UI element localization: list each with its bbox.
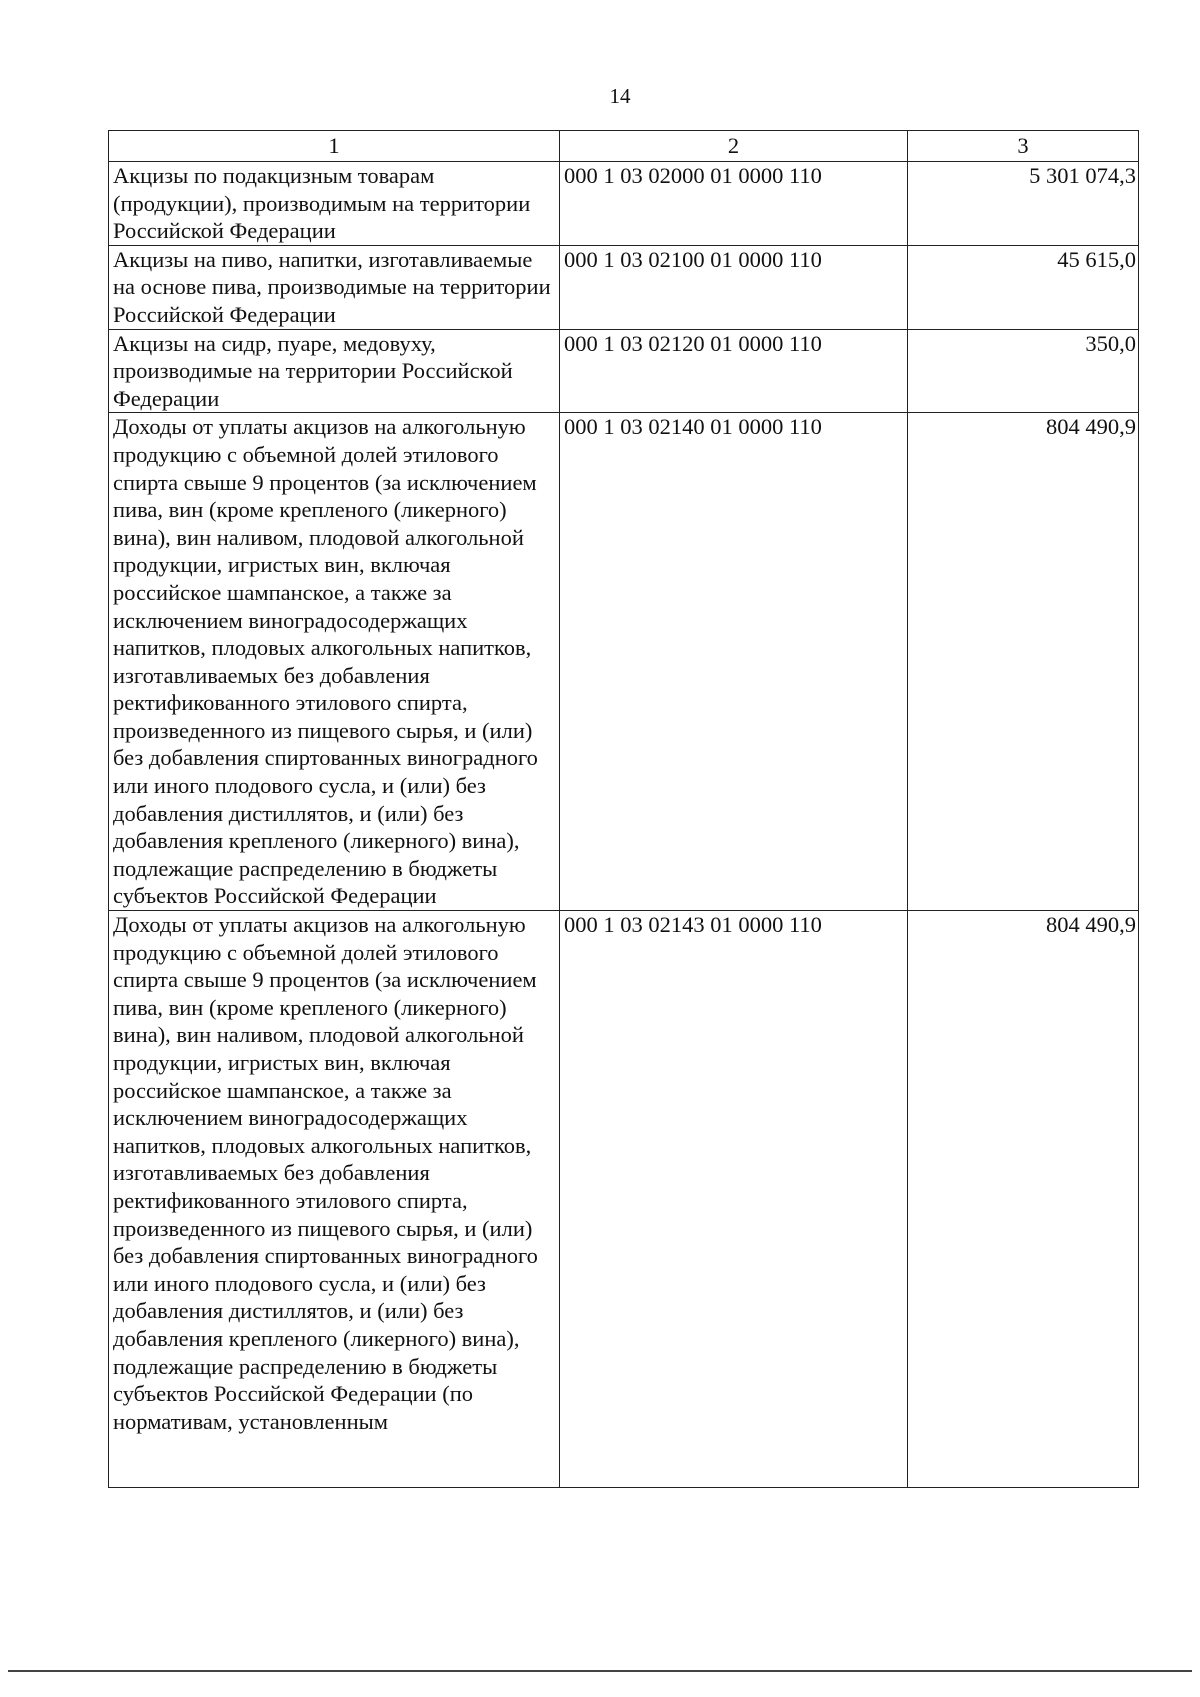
table-row <box>109 245 1139 329</box>
column-header-2: 2 <box>560 131 908 162</box>
table-row <box>109 911 1139 1488</box>
table-row <box>109 162 1139 246</box>
budget-classification-code: 000 1 03 02140 01 0000 110 <box>560 413 908 911</box>
budget-revenue-table <box>108 130 1139 1488</box>
budget-classification-code: 000 1 03 02100 01 0000 110 <box>560 245 908 329</box>
revenue-name: Доходы от уплаты акцизов на алкогольную продукцию с объемной долей этилового спирта свыше 9 процентов (за исключением пива, вин (кроме крепленого (ликерного) вина), вин наливом, плодовой алкогольной продукции, игристых вин, включая российское шампанское, а также за исключением виноградосодержащих напитков, плодовых алкогольных напитков, изготавливаемых без добавления ректификованного этилового спирта, произведенного из пищевого сырья, и (или) без добавления спиртованных виноградного или иного плодового сусла, и (или) без добавления дистиллятов, и (или) без добавления крепленого (ликерного) вина), подлежащие распределению в бюджеты субъектов Российской Федерации (по нормативам, установленным <box>109 911 560 1488</box>
revenue-amount: 45 615,0 <box>908 245 1139 329</box>
revenue-amount: 804 490,9 <box>908 413 1139 911</box>
column-header-3: 3 <box>908 131 1139 162</box>
revenue-name: Акцизы по подакцизным товарам (продукции), производимым на территории Российской Федерации <box>109 162 560 246</box>
table-row <box>109 329 1139 413</box>
revenue-name: Акцизы на пиво, напитки, изготавливаемые на основе пива, производимые на территории Российской Федерации <box>109 245 560 329</box>
table-row <box>109 413 1139 911</box>
revenue-amount: 804 490,9 <box>908 911 1139 1488</box>
revenue-name: Доходы от уплаты акцизов на алкогольную продукцию с объемной долей этилового спирта свыше 9 процентов (за исключением пива, вин (кроме крепленого (ликерного) вина), вин наливом, плодовой алкогольной продукции, игристых вин, включая российское шампанское, а также за исключением виноградосодержащих напитков, плодовых алкогольных напитков, изготавливаемых без добавления ректификованного этилового спирта, произведенного из пищевого сырья, и (или) без добавления спиртованных виноградного или иного плодового сусла, и (или) без добавления дистиллятов, и (или) без добавления крепленого (ликерного) вина), подлежащие распределению в бюджеты субъектов Российской Федерации <box>109 413 560 911</box>
revenue-amount: 350,0 <box>908 329 1139 413</box>
revenue-name: Акцизы на сидр, пуаре, медовуху, производимые на территории Российской Федерации <box>109 329 560 413</box>
budget-classification-code: 000 1 03 02143 01 0000 110 <box>560 911 908 1488</box>
table-header-row <box>109 131 1139 162</box>
page-number: 14 <box>609 84 631 108</box>
column-header-1: 1 <box>109 131 560 162</box>
budget-classification-code: 000 1 03 02120 01 0000 110 <box>560 329 908 413</box>
budget-classification-code: 000 1 03 02000 01 0000 110 <box>560 162 908 246</box>
page-bottom-rule <box>8 1670 1192 1672</box>
revenue-amount: 5 301 074,3 <box>908 162 1139 246</box>
